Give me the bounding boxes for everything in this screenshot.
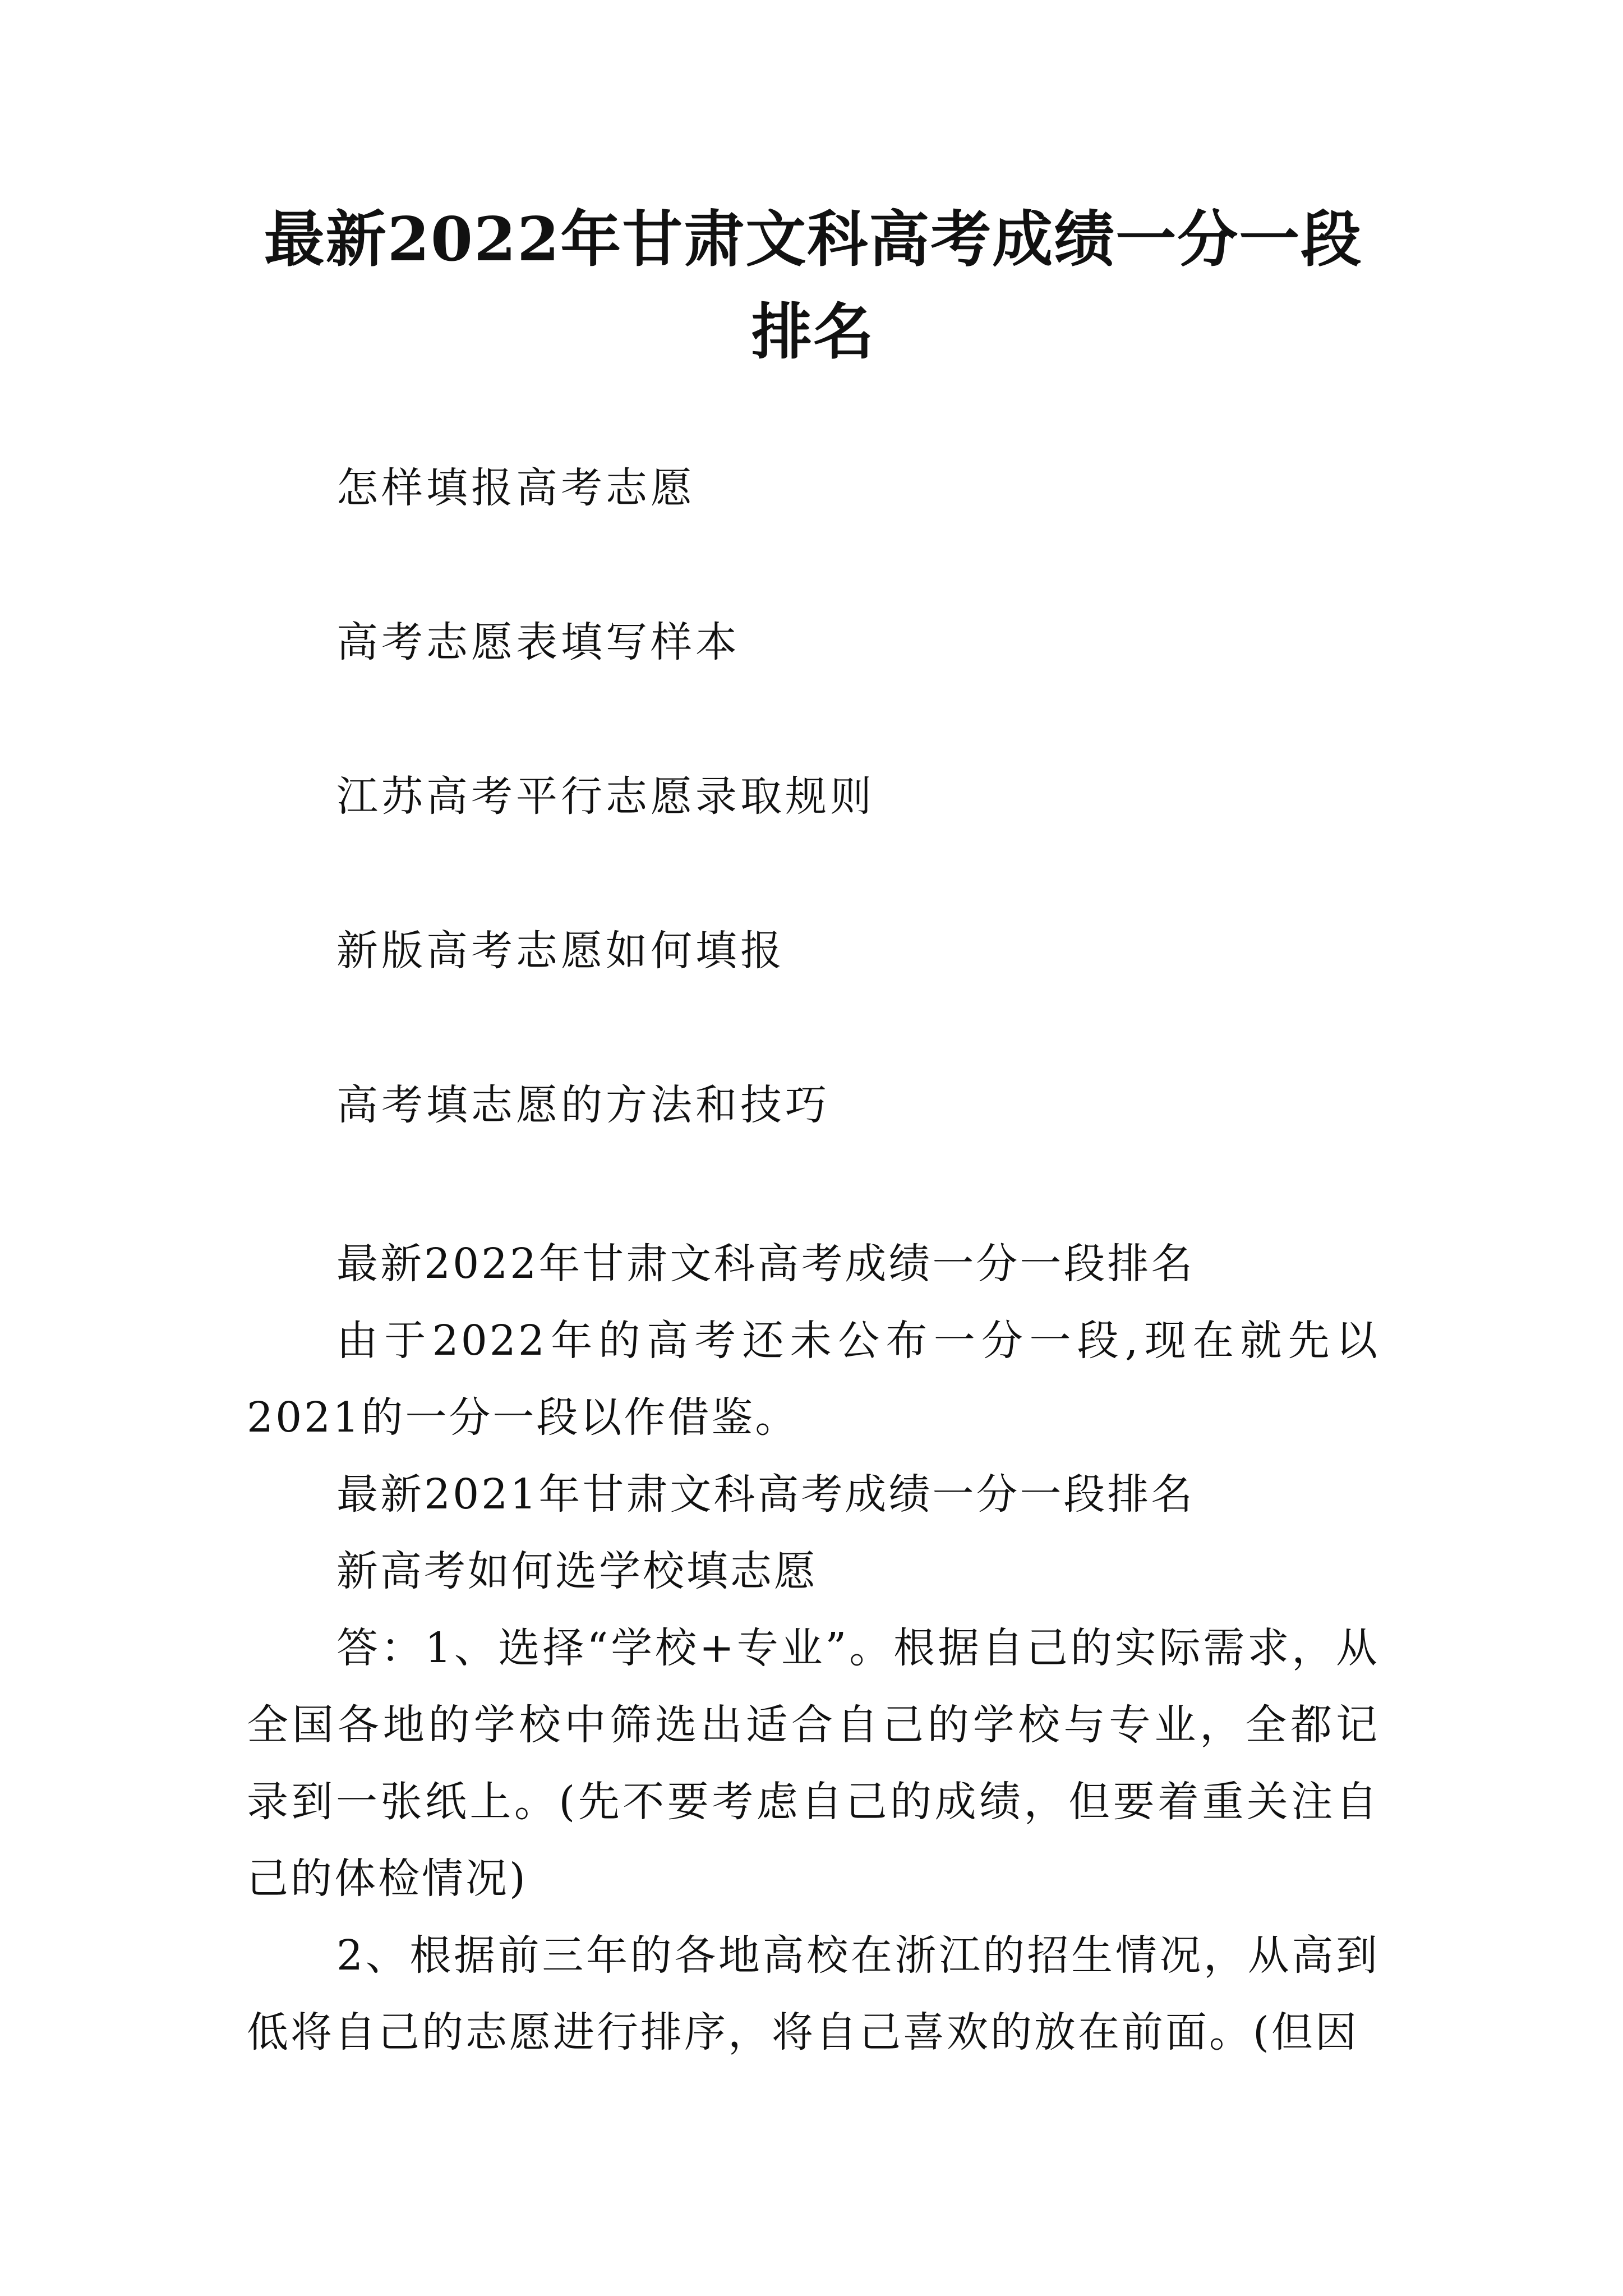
related-link[interactable]: 新版高考志愿如何填报 xyxy=(336,927,785,975)
related-link[interactable]: 高考志愿表填写样本 xyxy=(336,618,740,666)
body-paragraph: 由于2022年的高考还未公布一分一段,现在就先以2021的一分一段以作借鉴。 xyxy=(247,1317,1380,1442)
document-title: 最新2022年甘肃文科高考成绩一分一段排名 xyxy=(264,204,1363,367)
related-link[interactable]: 怎样填报高考志愿 xyxy=(336,464,695,512)
body-paragraph: 最新2022年甘肃文科高考成绩一分一段排名 xyxy=(336,1240,1195,1288)
related-link[interactable]: 高考填志愿的方法和技巧 xyxy=(336,1081,830,1129)
related-links-list xyxy=(336,460,875,1231)
body-paragraph: 最新2021年甘肃文科高考成绩一分一段排名 xyxy=(336,1470,1195,1519)
document-body xyxy=(247,1226,1380,2071)
related-link[interactable]: 江苏高考平行志愿录取规则 xyxy=(336,772,875,821)
body-paragraph: 答：1、选择“学校+专业”。根据自己的实际需求，从全国各地的学校中筛选出适合自己的学校与专业，全都记录到一张纸上。(先不要考虑自己的成绩，但要着重关注自己的体检情况) xyxy=(247,1624,1380,1903)
body-paragraph: 新高考如何选学校填志愿 xyxy=(336,1547,818,1595)
body-paragraph: 2、根据前三年的各地高校在浙江的招生情况，从高到低将自己的志愿进行排序，将自己喜欢的放在前面。(但因 xyxy=(247,1931,1380,2056)
